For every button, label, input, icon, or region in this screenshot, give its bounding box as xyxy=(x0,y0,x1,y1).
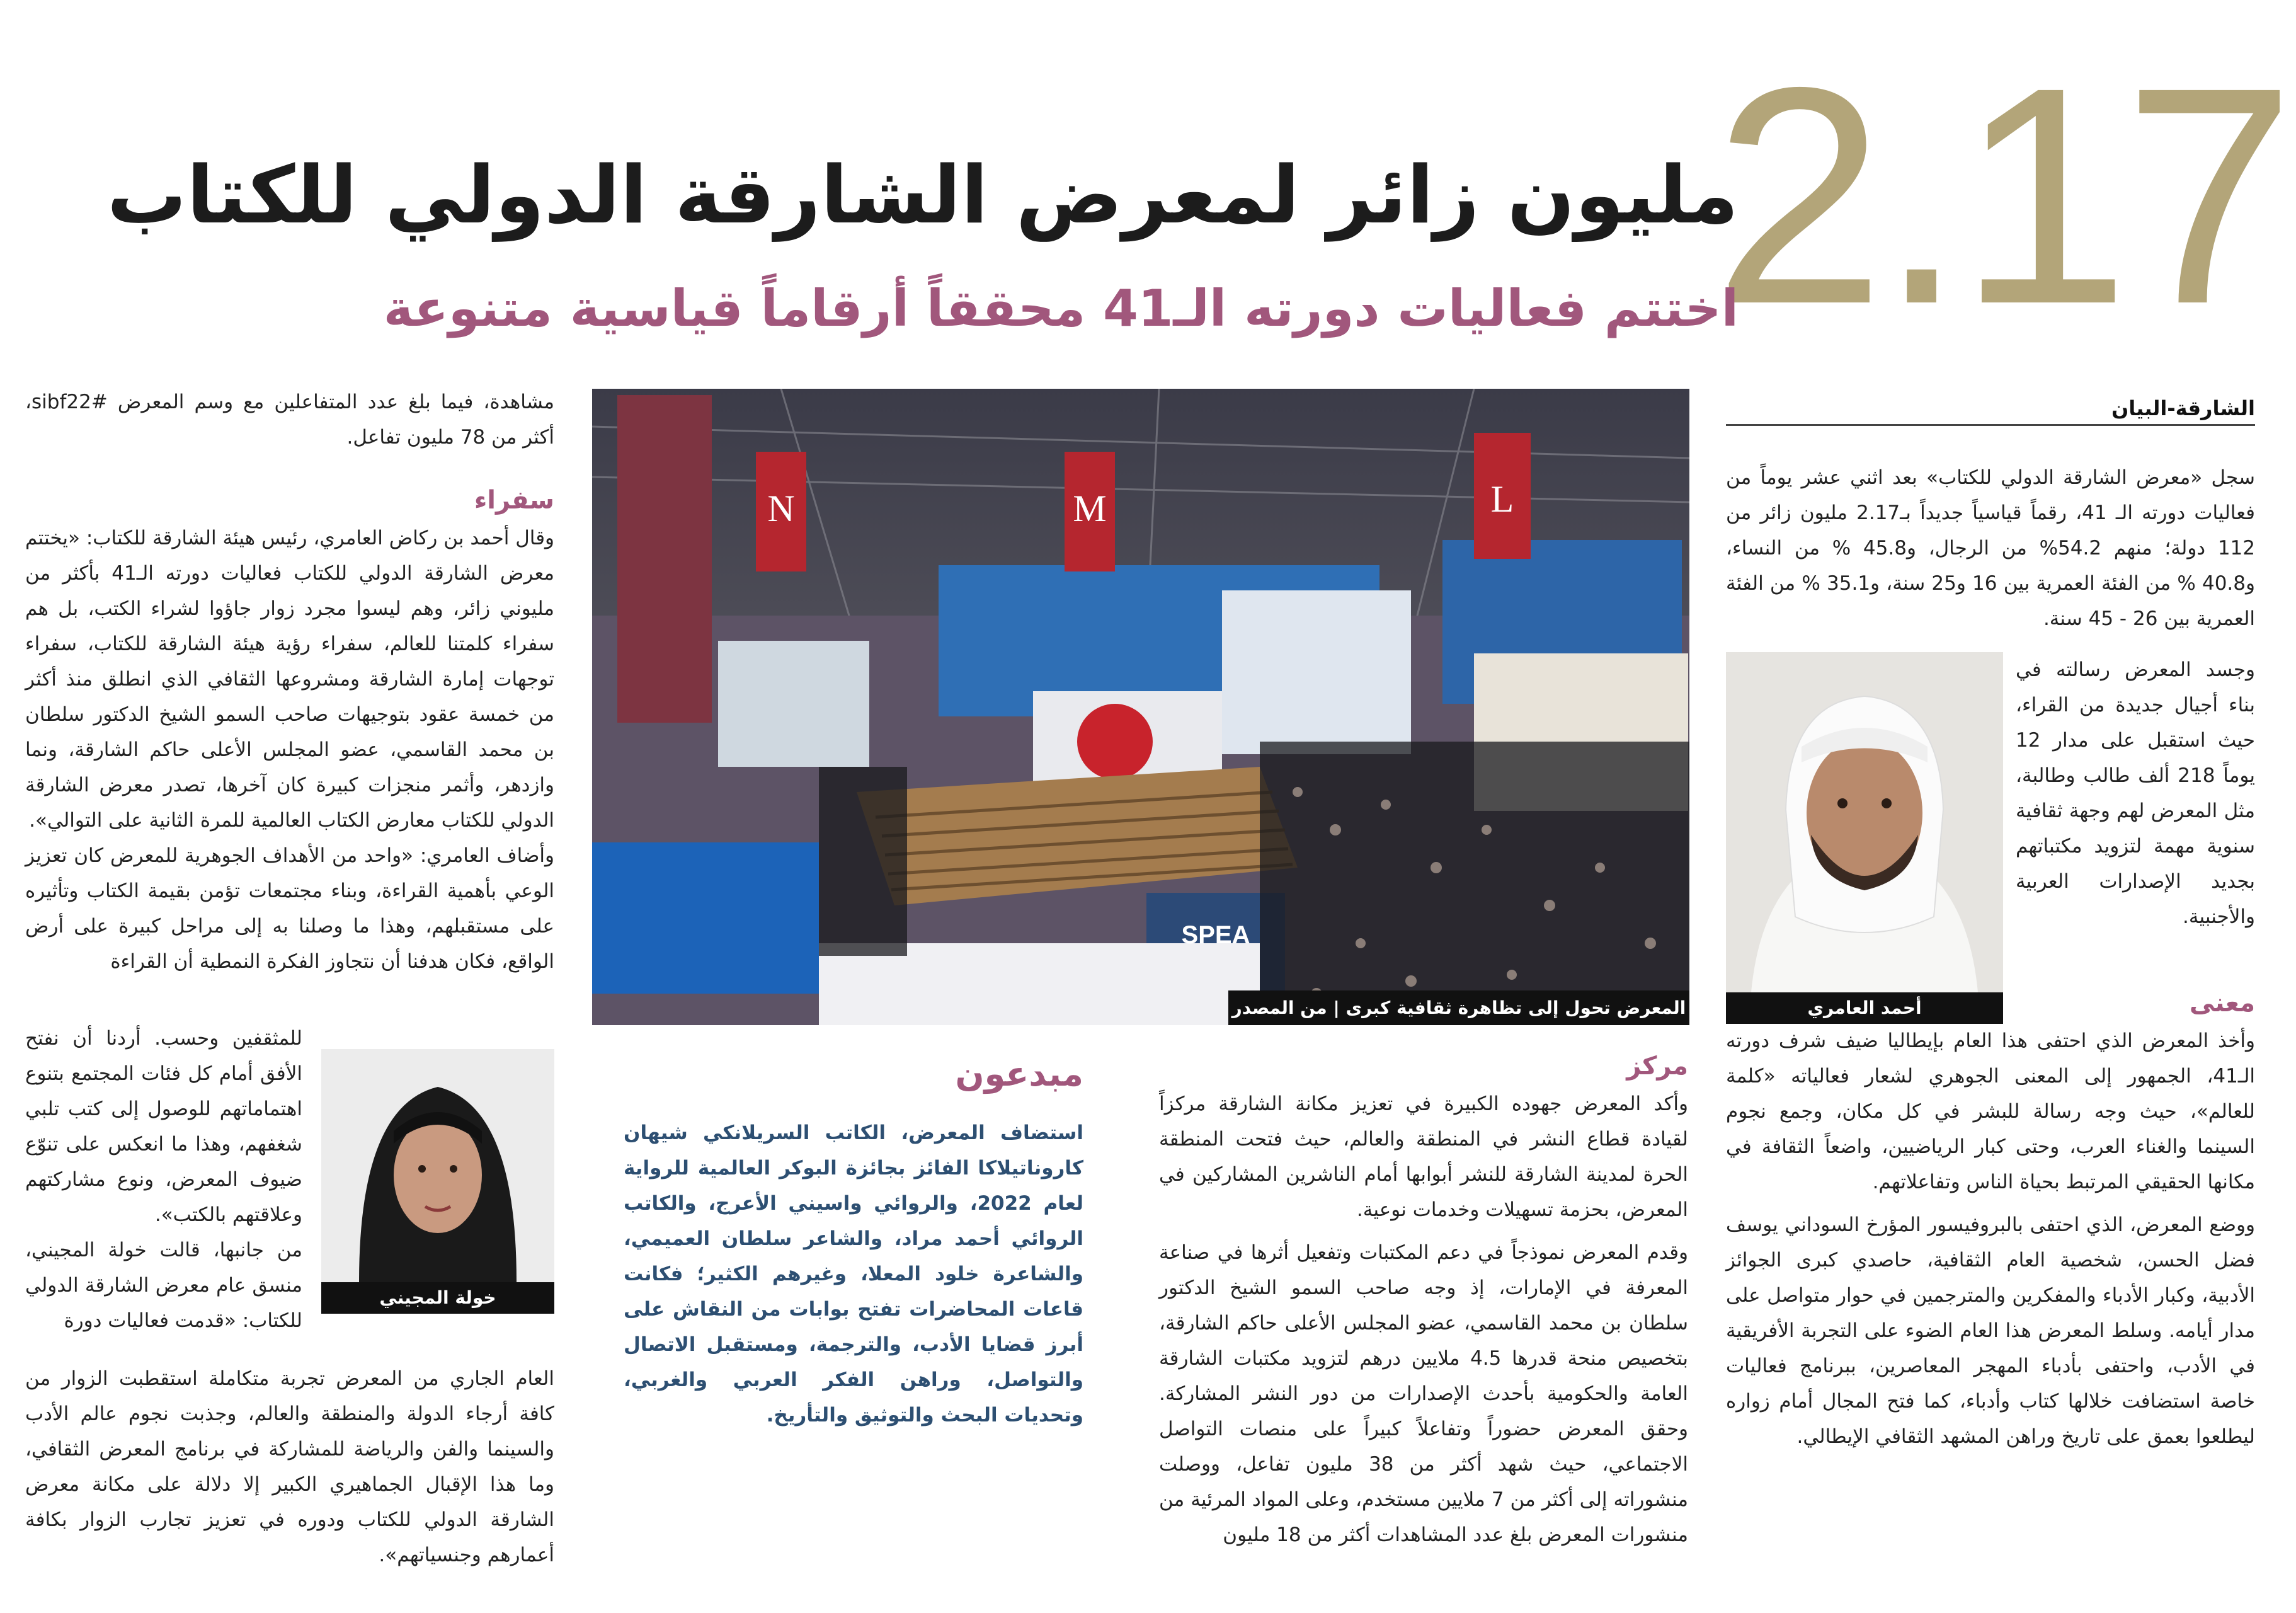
portrait-khawla-image xyxy=(321,1049,554,1282)
booth-sign-spea: SPEA xyxy=(1181,921,1250,949)
headline: مليون زائر لمعرض الشارقة الدولي للكتاب xyxy=(106,149,1739,241)
creators-column xyxy=(624,1046,1083,1525)
beside-portrait-paragraph: وجسد المعرض رسالته في بناء أجيال جديدة من القراء، حيث استقبل على مدار 12 يوماً 218 ألف طالب وطالبة، مثل المعرض لهم وجهة ثقافية سنوية مهمة لتزويد مكتباتهم بجديد الإصدارات العربية والأجنبية. xyxy=(2016,658,2255,928)
section-ambassadors-heading: سفراء xyxy=(474,486,554,515)
exhibition-hall-image xyxy=(592,389,1689,1025)
left-column-beside-portrait xyxy=(25,1021,302,1348)
center-paragraph-1: وأكد المعرض جهوده الكبيرة في تعزيز مكانة الشارقة مركزاً لقيادة قطاع النشر في المنطقة والعالم، حيث فتحت المنطقة الحرة لمدينة الشارقة للنشر أبوابها أمام الناشرين المشاركين في المعرض، بحزمة تسهيلات وخدمات نوعية. xyxy=(1159,1093,1688,1221)
photo-caption: المعرض تحول إلى تظاهرة ثقافية كبرى | من المصدر xyxy=(1228,990,1689,1025)
ambassadors-paragraph-4: من جانبها، قالت خولة المجيني، منسق عام معرض الشارقة الدولي للكتاب: «قدمت فعاليات دورة xyxy=(25,1239,302,1332)
right-beside-portrait xyxy=(2016,652,2255,967)
banner-letter-m: M xyxy=(1073,488,1107,529)
right-meaning xyxy=(1726,983,2255,1588)
big-number: 2.17 xyxy=(1713,23,2289,368)
center-column xyxy=(1159,1046,1688,1588)
portrait-khawla xyxy=(321,1049,554,1314)
left-column-bottom xyxy=(25,1361,554,1588)
section-meaning-heading: معنى xyxy=(2189,989,2255,1018)
byline: الشارقة-البيان xyxy=(1726,391,2255,426)
subheadline: اختتم فعاليات دورته الـ41 محققاً أرقاماً قياسية متنوعة xyxy=(383,279,1739,338)
ambassadors-paragraph-1: وقال أحمد بن ركاض العامري، رئيس هيئة الشارقة للكتاب: «يختتم معرض الشارقة الدولي للكتاب فعاليات دورته الـ41 بأكثر من مليوني زائر، وهم ليسوا مجرد زوار جاؤوا لشراء الكتب، بل هم سفراء كلمتنا للعالم، سفراء رؤية هيئة الشارقة للكتاب، سفراء توجهات إمارة الشارقة ومشروعها الثقافي الذي انطلق منذ أكثر من خمسة عقود بتوجيهات صاحب السمو الشيخ الدكتور سلطان بن محمد القاسمي، عضو المجلس الأعلى حاكم الشارقة، ونما وازدهر، وأثمر منجزات كبيرة كان آخرها، تصدر معرض الشارقة الدولي للكتاب معارض الكتاب العالمية للمرة الثانية على التوالي». xyxy=(25,527,555,832)
ambassadors-paragraph-2: وأضاف العامري: «واحد من الأهداف الجوهرية للمعرض كان تعزيز الوعي بأهمية القراءة، وبناء مجتمعات تؤمن بقيمة الكتاب وتأثيره على مستقبلهم، وهذا ما وصلنا به إلى مراحل كبيرة على أرض الواقع، فكان هدفنا أن نتجاوز الفكرة النمطية أن القراءة xyxy=(25,844,554,973)
main-photo xyxy=(592,389,1689,1025)
section-center-heading: مركز xyxy=(1626,1052,1688,1081)
banner-letter-l: L xyxy=(1490,478,1514,520)
portrait-ahmed-image xyxy=(1726,652,2003,992)
portrait-khawla-caption: خولة المجيني xyxy=(321,1282,554,1314)
intro-paragraph: سجل «معرض الشارقة الدولي للكتاب» بعد اثني عشر يوماً من فعاليات دورته الـ 41، رقماً قياسياً جديداً بـ2.17 مليون زائر من 112 دولة؛ منهم 54.2% من الرجال، و45.8 % من النساء، و40.8 % من الفئة العمرية بين 16 و25 سنة، و35.1 % من الفئة العمرية بين 26 - 45 سنة. xyxy=(1726,466,2255,630)
center-paragraph-2: وقدم المعرض نموذجاً في دعم المكتبات وتفعيل أثرها في صناعة المعرفة في الإمارات، إذ وجه صاحب السمو الشيخ الدكتور سلطان بن محمد القاسمي، عضو المجلس الأعلى حاكم الشارقة، بتخصيص منحة قدرها 4.5 ملايين درهم لتزويد مكتبات الشارقة العامة والحكومية بأحدث الإصدارات من دور النشر المشاركة. وحقق المعرض حضوراً وتفاعلاً كبيراً على منصات التواصل الاجتماعي، حيث شهد أكثر من 38 مليون تفاعل، ووصلت منشوراته إلى أكثر من 7 ملايين مستخدم، وعلى المواد المرئية من منشورات المعرض بلغ عدد المشاهدات أكثر من 18 مليون xyxy=(1159,1241,1688,1546)
meaning-paragraph-1: وأخذ المعرض الذي احتفى هذا العام بإيطاليا ضيف شرف دورته الـ41، الجمهور إلى المعنى الجوهري لشعار فعالياته «كلمة للعالم»، حيث وجه رسالة للبشر في كل مكان، وجمع نجوم السينما والغناء العرب، وحتى كبار الرياضيين، واضعاً الثقافة في مكانها الحقيقي المرتبط بحياة الناس وتفاعلاتهم. xyxy=(1726,1030,2255,1193)
section-creators-heading: مبدعون xyxy=(955,1054,1083,1094)
creators-paragraph: استضاف المعرض، الكاتب السريلانكي شيهان كاروناتيلاكا الفائز بجائزة البوكر العالمية للرواية لعام 2022، والروائي واسيني الأعرج، والكاتب الروائي أحمد مراد، والشاعر سلطان العميمي، والشاعرة خلود المعلا، وغيرهم الكثير؛ فكانت قاعات المحاضرات تفتح بوابات من النقاش على أبرز قضايا الأدب، والترجمة، ومستقبل الاتصال والتواصل، وراهن الفكر العربي والغربي، وتحديات البحث والتوثيق والتأريخ. xyxy=(624,1122,1083,1426)
portrait-ahmed xyxy=(1726,652,2003,1024)
left-column-top xyxy=(25,384,554,1052)
meaning-paragraph-2: ووضع المعرض، الذي احتفى بالبروفيسور المؤرخ السوداني يوسف فضل الحسن، شخصية العام الثقافية، حاصدي كبرى الجوائز الأدبية، وكبار الأدباء والمفكرين والمترجمين في حوار متواصل على مدار أيامه. وسلط المعرض هذا العام الضوء على التجربة الأفريقية في الأدب، واحتفى بأدباء المهجر المعاصرين، ببرنامج فعاليات خاصة استضافت خلالها كتاب وأدباء، كما فتح المجال أمام زواره ليطلعوا بعمق على تاريخ وراهن المشهد الثقافي الإيطالي. xyxy=(1726,1214,2255,1448)
ambassadors-paragraph-3: للمثقفين وحسب. أردنا أن نفتح الأفق أمام كل فئات المجتمع بتنوع اهتماماتهم للوصول إلى كتب تلبي شغفهم، وهذا ما انعكس على تنوّع ضيوف المعرض، ونوع مشاركتهم وعلاقتهم بالكتب». xyxy=(25,1027,302,1226)
ambassadors-paragraph-5: العام الجاري من المعرض تجربة متكاملة استقطبت الزوار من كافة أرجاء الدولة والمنطقة والعالم، وجذبت نجوم عالم الأدب والسينما والفن والرياضة للمشاركة في برنامج المعرض الثقافي، وما هذا الإقبال الجماهيري الكبير إلا دلالة على مكانة معرض الشارقة الدولي للكتاب ودوره في تعزيز تجارب الزوار بكافة أعمارهم وجنسياتهم». xyxy=(25,1367,554,1566)
left-top-paragraph: مشاهدة، فيما بلغ عدد المتفاعلين مع وسم المعرض #sibf22، أكثر من 78 مليون تفاعل. xyxy=(25,391,554,449)
right-intro xyxy=(1726,460,2255,649)
banner-letter-n: N xyxy=(767,488,795,529)
portrait-ahmed-caption: أحمد العامري xyxy=(1726,992,2003,1024)
